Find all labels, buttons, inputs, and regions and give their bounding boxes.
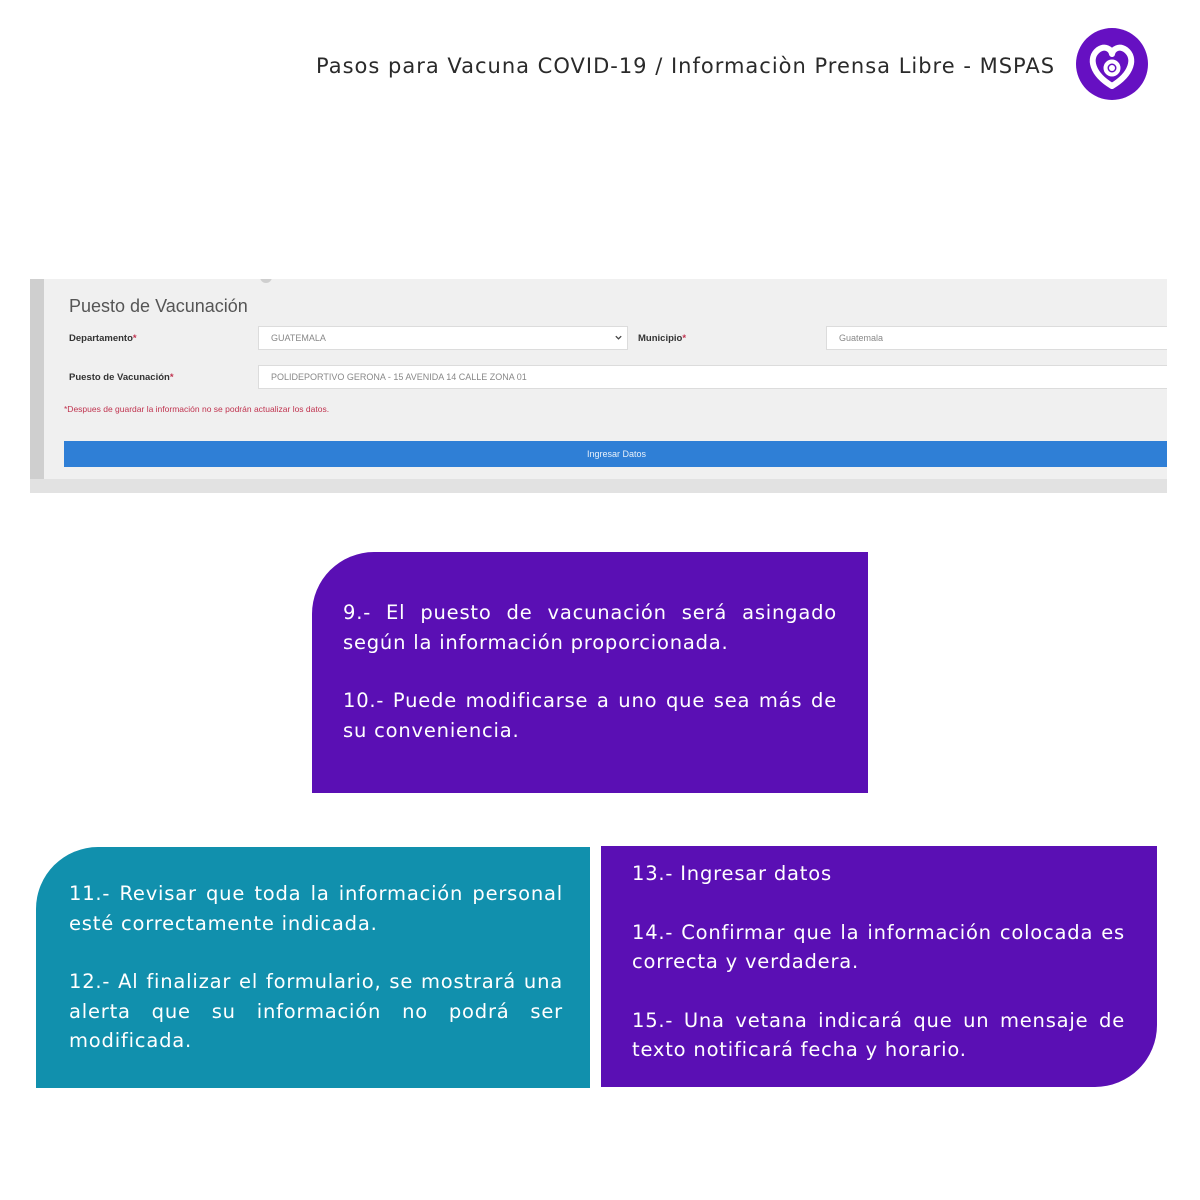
municipio-label: Municipio*	[638, 333, 687, 344]
departamento-label: Departamento*	[69, 333, 137, 344]
page-left-edge	[30, 279, 44, 493]
form-screenshot	[30, 279, 1167, 493]
step-card-9-10	[312, 552, 868, 793]
step-11-text: 11.- Revisar que toda la información personal esté correctamente indicada.	[69, 882, 563, 935]
step-card-13-15	[601, 846, 1157, 1087]
step-card-11-12	[36, 847, 590, 1088]
step-15-text: 15.- Una vetana indicará que un mensaje de texto notificará fecha y horario.	[632, 1008, 1125, 1061]
step-14-text: 14.- Confirmar que la información colocada es correcta y verdadera.	[632, 920, 1125, 973]
radio-button[interactable]	[260, 279, 272, 283]
ingresar-datos-button[interactable]: Ingresar Datos	[64, 441, 1167, 467]
departamento-select[interactable]: GUATEMALA	[258, 326, 628, 350]
step-13-text: 13.- Ingresar datos	[632, 862, 832, 885]
step-9-text: 9.- El puesto de vacunación será asingado según la información proporcionada.	[343, 601, 837, 654]
page-title: Pasos para Vacuna COVID-19 / Informaciòn Prensa Libre - MSPAS	[316, 54, 1056, 78]
warning-text: *Despues de guardar la información no se podrán actualizar los datos.	[64, 404, 330, 414]
form-section-title: Puesto de Vacunación	[69, 296, 248, 316]
heart-hands-logo-icon	[1076, 28, 1148, 100]
chevron-down-icon	[614, 333, 623, 342]
puesto-label: Puesto de Vacunación*	[69, 372, 174, 383]
step-10-text: 10.- Puede modificarse a uno que sea más de su conveniencia.	[343, 689, 837, 742]
puesto-field[interactable]: POLIDEPORTIVO GERONA - 15 AVENIDA 14 CALLE ZONA 01	[258, 365, 1167, 389]
municipio-field[interactable]: Guatemala	[826, 326, 1167, 350]
page-bottom-edge	[30, 479, 1167, 493]
step-12-text: 12.- Al finalizar el formulario, se mostrará una alerta que su información no podrá ser modificada.	[69, 970, 563, 1052]
